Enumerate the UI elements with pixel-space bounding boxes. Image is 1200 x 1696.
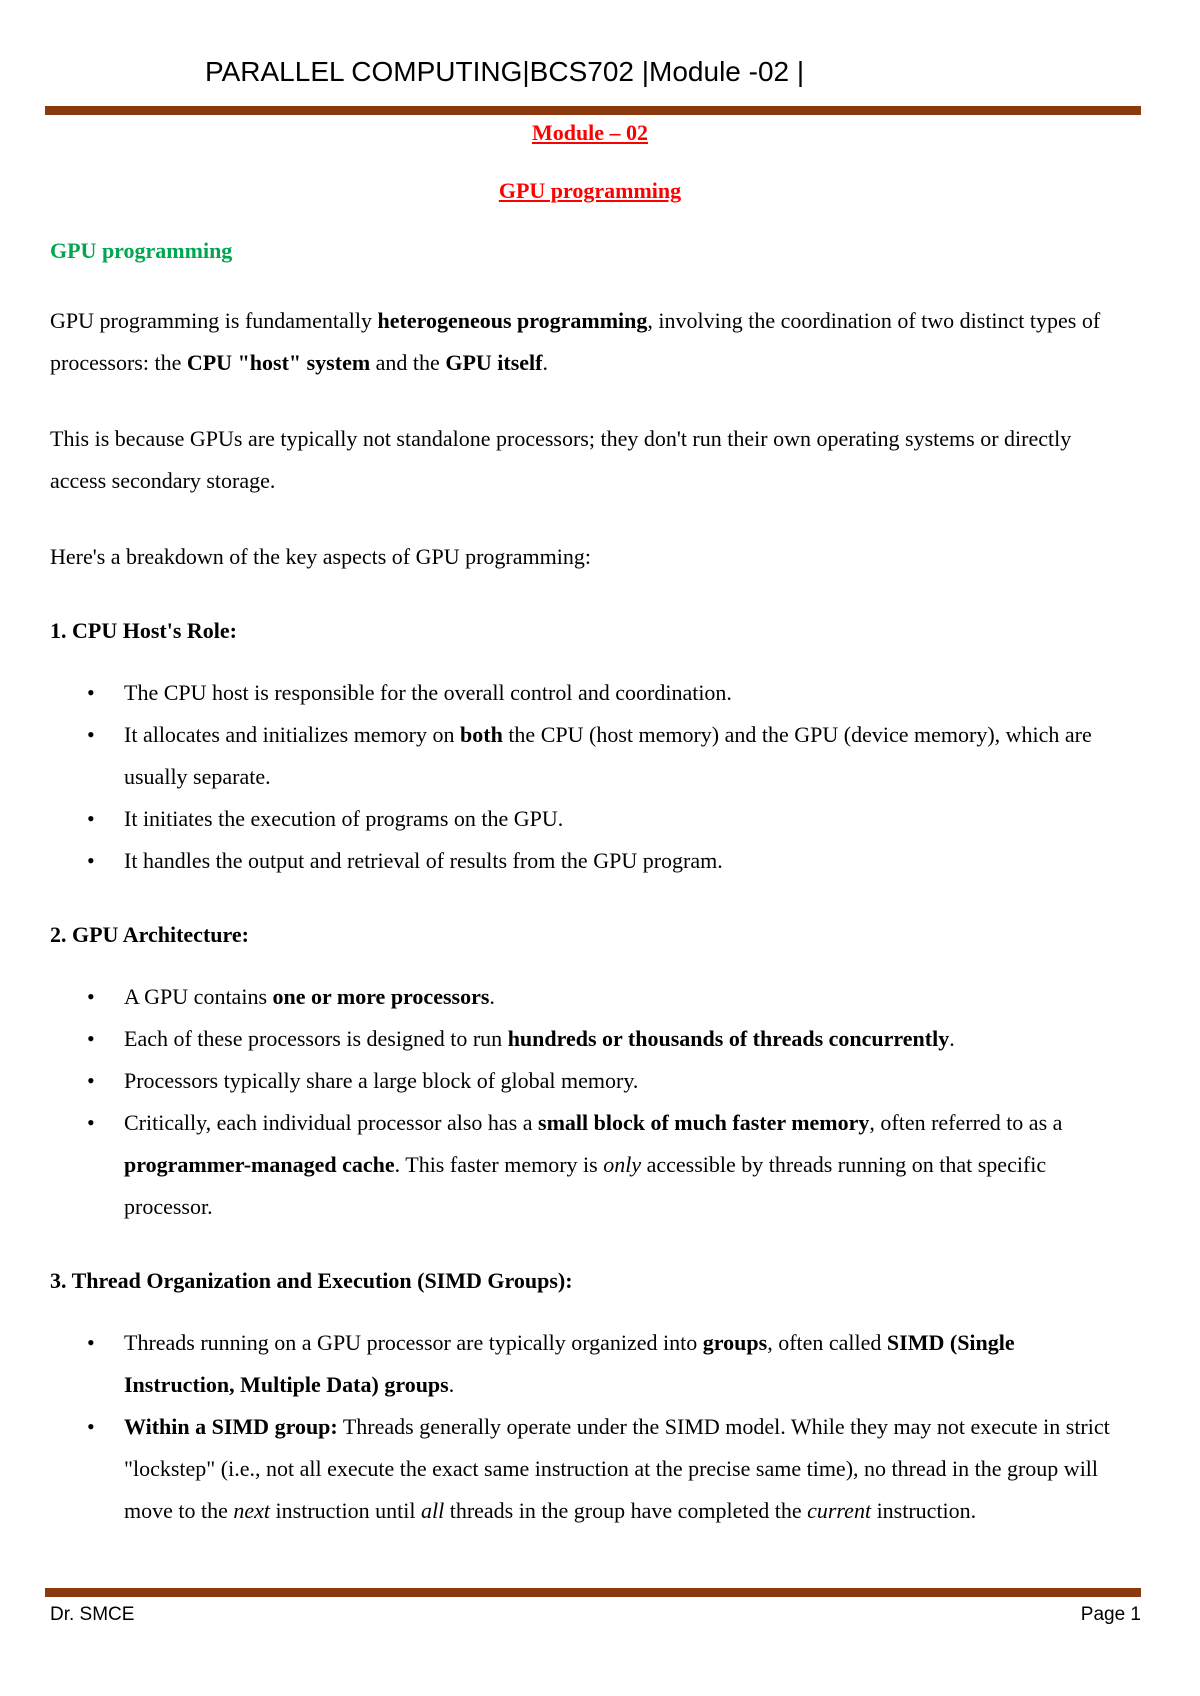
list-item: • Each of these processors is designed to run hundreds or thousands of threads concurrently. bbox=[50, 1018, 1130, 1060]
header-rule bbox=[45, 106, 1141, 115]
page-number: Page 1 bbox=[1080, 1604, 1141, 1625]
page-header-title: PARALLEL COMPUTING|BCS702 |Module -02 | bbox=[205, 56, 805, 87]
thread-organization-list bbox=[50, 1322, 1130, 1532]
list-item: • A GPU contains one or more processors. bbox=[50, 976, 1130, 1018]
section-heading: GPU programming bbox=[50, 238, 233, 263]
gpu-standalone-paragraph: This is because GPUs are typically not standalone processors; they don't run their own operating systems or directly access secondary storage. bbox=[50, 426, 1072, 493]
list-item: • Within a SIMD group: Threads generally operate under the SIMD model. While they may not execute in strict "lockstep" (i.e., not all execute the exact same instruction at the precise same time), no thread in the group will move to the next instruction until all threads in the group have completed the current instruction. bbox=[50, 1406, 1130, 1532]
module-title: Module – 02 bbox=[531, 120, 649, 145]
intro-paragraph: GPU programming is fundamentally heterogeneous programming, involving the coordination of two distinct types of processors: the CPU "host" system and the GPU itself. bbox=[50, 308, 1101, 375]
list-item: • Threads running on a GPU processor are typically organized into groups, often called SIMD (Single Instruction, Multiple Data) groups. bbox=[50, 1322, 1130, 1406]
gpu-architecture-heading: 2. GPU Architecture: bbox=[50, 922, 249, 947]
list-item: • The CPU host is responsible for the overall control and coordination. bbox=[50, 672, 1130, 714]
footer-author: Dr. SMCE bbox=[50, 1604, 135, 1625]
module-subtitle: GPU programming bbox=[498, 178, 682, 203]
footer-rule bbox=[45, 1588, 1141, 1597]
list-item: • Processors typically share a large block of global memory. bbox=[50, 1060, 1130, 1102]
document-body bbox=[50, 118, 1130, 1532]
cpu-host-role-heading: 1. CPU Host's Role: bbox=[50, 618, 237, 643]
cpu-host-role-list bbox=[50, 672, 1130, 882]
list-item: • It handles the output and retrieval of results from the GPU program. bbox=[50, 840, 1130, 882]
list-item: • Critically, each individual processor also has a small block of much faster memory, often referred to as a programmer-managed cache. This faster memory is only accessible by threads running on that specific processor. bbox=[50, 1102, 1130, 1228]
breakdown-paragraph: Here's a breakdown of the key aspects of GPU programming: bbox=[50, 544, 591, 569]
gpu-architecture-list bbox=[50, 976, 1130, 1228]
list-item: • It initiates the execution of programs on the GPU. bbox=[50, 798, 1130, 840]
thread-organization-heading: 3. Thread Organization and Execution (SIMD Groups): bbox=[50, 1268, 573, 1293]
list-item: • It allocates and initializes memory on both the CPU (host memory) and the GPU (device memory), which are usually separate. bbox=[50, 714, 1130, 798]
